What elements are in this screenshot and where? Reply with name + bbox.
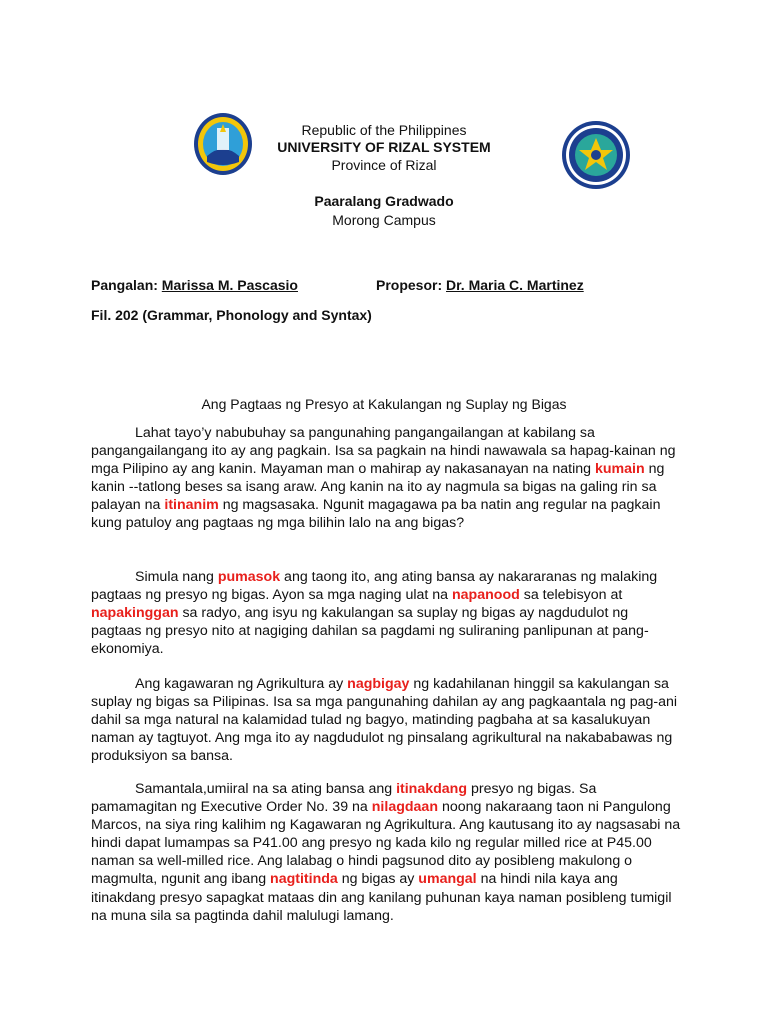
paragraph-1 [91,424,681,533]
essay-title: Ang Pagtaas ng Presyo at Kakulangan ng Suplay ng Bigas [201,396,567,412]
header-university: UNIVERSITY OF RIZAL SYSTEM [277,139,491,155]
name-label: Pangalan: [91,277,158,293]
p1-text: Lahat tayo’y nabubuhay sa pangunahing pangangailangan at kabilang sa pangangailangang ito ay ang pagkain. Isa sa pagkain na hindi nawawala sa hapag-kainan ng mga Pilipino ay ang kanin. Mayaman man o mahirap ay nakasanayan na nating [91,425,676,478]
p2-text: sa telebisyon at [519,587,623,604]
header-campus: Morong Campus [332,212,436,228]
paragraph-4 [91,780,681,925]
prof-value: Dr. Maria C. Martinez [446,277,584,293]
professor-line [376,277,584,293]
p4-text: ng bigas ay [337,871,419,888]
p4-text: na hindi nila kaya ang itinakdang presyo sapagkat mataas din ang kanilang puhunan kaya naman posibleng tumigil na muna sila sa pagtinda dahil malulugi lamang. [91,871,672,924]
prof-label: Propesor: [376,277,443,293]
p4-text: noong nakaraang taon ni Pangulong Marcos, na siya ring kalihim ng Kagawaran ng Agrikultura. Ang kautusang ito ay nagsasabi na hindi dapat lumampas sa P41.00 ang presyo ng kada kilo ng regular milled rice at P45.00 naman sa well-milled rice. Ang lalabag o hindi pagsunod dito ay posibleng makulong o magmulta, ngunit ang ibang [91,799,681,888]
paragraph-2 [91,568,681,658]
highlight-nagtitinda: nagtitinda [270,871,338,888]
course-line: Fil. 202 (Grammar, Phonology and Syntax) [91,307,372,323]
p2-text: ang taong ito, ang ating bansa ay nakararanas ng malaking pagtaas ng presyo ng bigas. Ayon sa mga naging ulat na [91,569,658,604]
highlight-umangal: umangal [418,871,477,888]
highlight-pumasok: pumasok [217,569,281,585]
p2-text: sa radyo, ang isyu ng kakulangan sa suplay ng bigas ay nagdudulot ng pagtaas ng presyo nito at nagiging dahilan sa pagdami ng suliraning panlipunan at pang-ekonomiya. [91,605,649,658]
highlight-napakinggan: napakinggan [91,605,179,622]
p1-text: ng kanin --tatlong beses sa isang araw. Ang kanin na ito ay nagmula sa bigas na galing rin sa palayan na [91,461,665,514]
highlight-kumain: kumain [594,461,645,478]
highlight-itinakdang: itinakdang [396,781,468,797]
p2-text: Simula nang [135,569,218,585]
p1-text: ng magsasaka. Ngunit magagawa pa ba natin ang regular na pagkain kung patuloy ang pagtaas ng mga bilihin lalo na ang bigas? [91,497,661,532]
p4-text: Samantala,umiiral na sa ating bansa ang [135,781,397,797]
name-value: Marissa M. Pascasio [161,277,298,293]
highlight-nagbigay: nagbigay [347,676,410,692]
header-province: Province of Rizal [331,157,437,173]
p3-text: Ang kagawaran ng Agrikultura ay [135,676,348,692]
highlight-itinanim: itinanim [164,497,219,514]
highlight-napanood: napanood [452,587,520,604]
student-name-line [91,277,298,293]
p3-text: ng kadahilanan hinggil sa kakulangan sa suplay ng bigas sa Pilipinas. Isa sa mga pangunahing dahilan ay ang pagkaantala ng pag-ani dahil sa mga natural na kalamidad tulad ng bagyo, matinding pagbaha at sa kasalukuyan naman ay tagtuyot. Ang mga ito ay nagdudulot ng pinsalang agrikultural na nakababawas ng produksiyon sa bansa. [91,676,678,765]
header-republic: Republic of the Philippines [301,122,467,138]
highlight-nilagdaan: nilagdaan [371,799,438,816]
paragraph-3 [91,675,681,765]
p4-text: presyo ng bigas. Sa pamamagitan ng Executive Order No. 39 na [91,781,597,816]
header-school: Paaralang Gradwado [314,193,454,209]
